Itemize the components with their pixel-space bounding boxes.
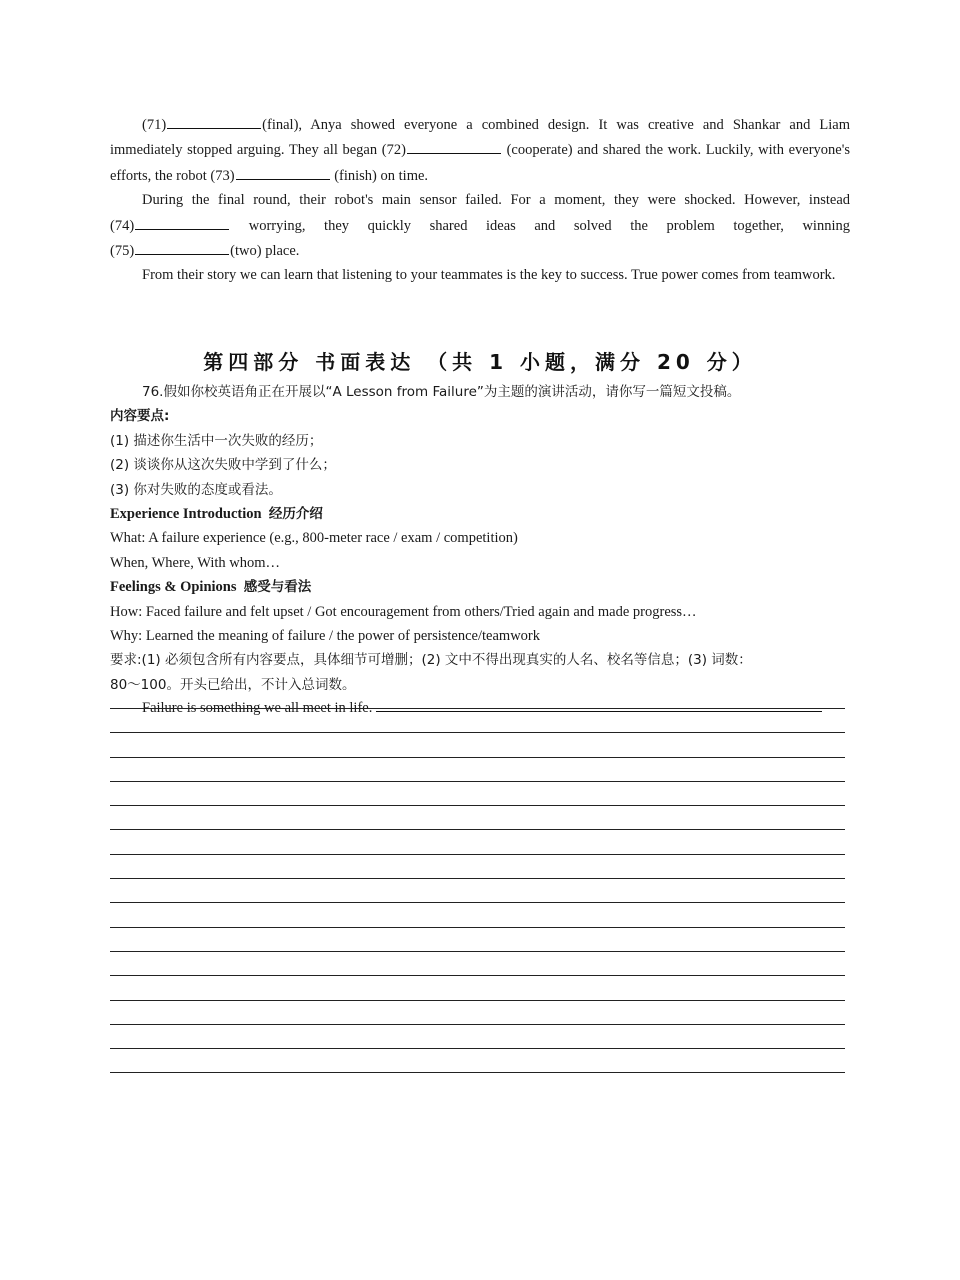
writing-line[interactable] (110, 927, 845, 928)
experience-heading-en: Experience Introduction (110, 506, 262, 523)
paragraph-text: (final), Anya showed everyone a combined design. It was creative and Shankar and Liam immediately stopped arguing. They all began (110, 117, 850, 159)
writing-line[interactable] (110, 878, 845, 879)
feelings-why: Why: Learned the meaning of failure / the power of persistence/teamwork (110, 628, 540, 645)
writing-line[interactable] (110, 951, 845, 952)
feelings-heading-en: Feelings & Opinions (110, 579, 237, 596)
writing-line[interactable] (110, 829, 845, 830)
paragraph-3: From their story we can learn that listening to your teammates is the key to success. True power comes from teamwork. (142, 267, 836, 284)
blank-number-75: (75) (110, 243, 135, 260)
opening-sentence: Failure is something we all meet in life. (142, 700, 373, 717)
blank-number-74: (74) (110, 217, 135, 234)
paragraph-text: (finish) on time. (330, 167, 429, 184)
writing-line[interactable] (110, 1024, 845, 1025)
writing-line[interactable] (110, 1000, 845, 1001)
blank-number-73: (73) (210, 167, 235, 184)
writing-line[interactable] (110, 781, 845, 782)
answer-blank-72[interactable] (407, 137, 501, 154)
experience-heading-cn: 经历介绍 (268, 506, 323, 523)
content-point-1: (1) 描述你生活中一次失败的经历； (110, 432, 323, 449)
feelings-heading-cn: 感受与看法 (243, 579, 312, 596)
experience-what: What: A failure experience (e.g., 800-meter race / exam / competition) (110, 530, 518, 547)
paragraph-2-line-2 (110, 213, 850, 238)
writing-line[interactable] (110, 708, 845, 709)
paragraph-2-line-1 (110, 188, 850, 212)
writing-line[interactable] (110, 975, 845, 976)
answer-blank-73[interactable] (236, 163, 330, 180)
answer-blank-71[interactable] (167, 112, 261, 129)
writing-line[interactable] (110, 757, 845, 758)
writing-task (110, 380, 850, 718)
writing-line[interactable] (110, 1072, 845, 1073)
blank-number-72: (72) (381, 142, 406, 159)
content-point-3: (3) 你对失败的态度或看法。 (110, 481, 282, 498)
section-title: 第四部分 书面表达 （共 1 小题，满分 20 分） (203, 350, 757, 374)
paragraph-1 (110, 112, 850, 188)
writing-line[interactable] (110, 854, 845, 855)
writing-line[interactable] (110, 732, 845, 733)
paragraph-text: worrying, they quickly shared ideas and solved the problem together, winning (230, 217, 850, 234)
passage (110, 112, 850, 288)
experience-heading (110, 502, 850, 526)
content-point-2: (2) 谈谈你从这次失败中学到了什么； (110, 457, 336, 474)
writing-lines (110, 708, 845, 1097)
paragraph-2-line-3 (110, 238, 850, 263)
writing-line[interactable] (110, 1048, 845, 1049)
answer-blank-74[interactable] (135, 213, 229, 230)
paragraph-text: (two) place. (230, 243, 300, 260)
experience-when: When, Where, With whom… (110, 554, 281, 571)
points-heading: 内容要点: (110, 408, 170, 425)
paragraph-text: During the final round, their robot's main sensor failed. For a moment, they were shocked. However, instead (142, 192, 850, 209)
answer-blank-75[interactable] (135, 238, 229, 255)
feelings-how: How: Faced failure and felt upset / Got encouragement from others/Tried again and made progress… (110, 603, 697, 620)
requirements-line-1: 要求:(1) 必须包含所有内容要点，具体细节可增删；(2) 文中不得出现真实的人名、校名等信息；(3) 词数： (110, 652, 752, 669)
requirements-line-2: 80～100。开头已给出，不计入总词数。 (110, 676, 356, 693)
feelings-heading (110, 575, 850, 599)
writing-line[interactable] (110, 805, 845, 806)
task-prompt: 76.假如你校英语角正在开展以“A Lesson from Failure”为主题的演讲活动，请你写一篇短文投稿。 (142, 384, 741, 400)
paragraph-text: (cooperate) and shared the work. Luckily, with everyone's efforts, the robot (110, 142, 850, 184)
writing-line[interactable] (110, 902, 845, 903)
blank-number-71: (71) (142, 117, 167, 133)
